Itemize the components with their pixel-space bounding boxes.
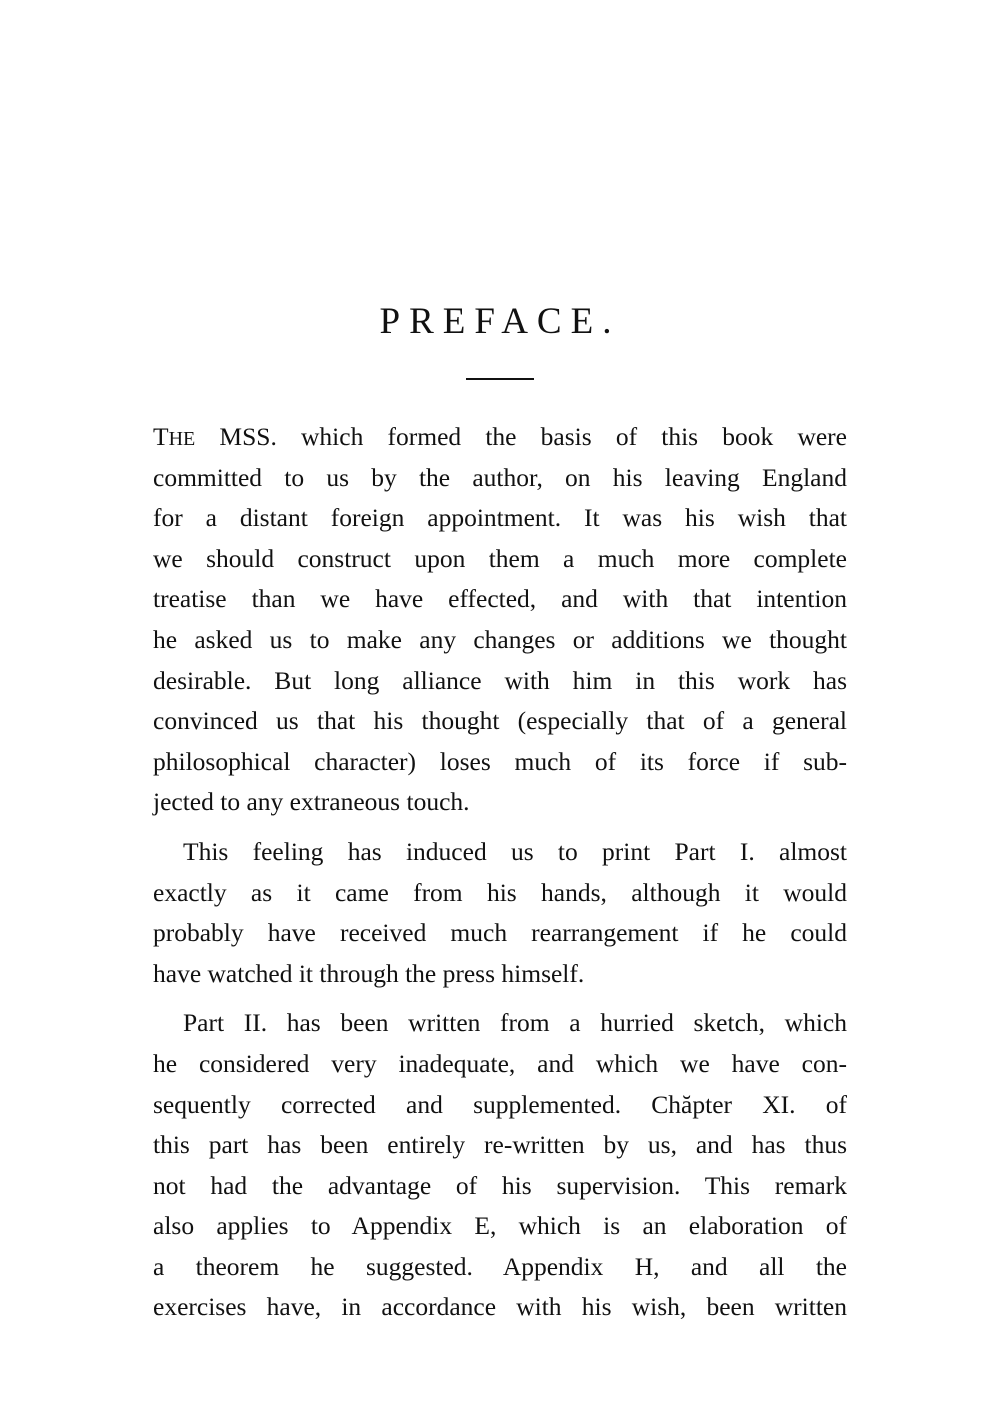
paragraph-3 — [153, 1003, 847, 1328]
paragraph-line: convinced us that his thought (especially that of a general — [153, 706, 847, 736]
paragraph-line: Part II. has been written from a hurried sketch, which — [183, 1008, 847, 1038]
paragraph-line: exercises have, in accordance with his wish, been written — [153, 1292, 847, 1322]
title-rule — [466, 378, 534, 380]
paragraph-line: jected to any extraneous touch. — [153, 787, 470, 817]
paragraph-line: desirable. But long alliance with him in this work has — [153, 665, 847, 695]
paragraph-line: probably have received much rearrangement if he could — [153, 918, 847, 948]
preface-body — [153, 417, 847, 1328]
paragraph-line: sequently corrected and supplemented. Chăpter XI. of — [153, 1089, 847, 1119]
paragraph-line: treatise than we have effected, and with that intention — [153, 584, 847, 614]
paragraph-line: THE MSS. which formed the basis of this book were — [153, 422, 847, 451]
paragraph-line: committed to us by the author, on his leaving England — [153, 462, 847, 492]
paragraph-line: he considered very inadequate, and which we have con- — [153, 1048, 847, 1078]
paragraph-gap — [153, 823, 847, 832]
page-title: PREFACE. — [379, 301, 621, 342]
paragraph-line: we should construct upon them a much more complete — [153, 543, 847, 573]
paragraph-line: he asked us to make any changes or additions we thought — [153, 624, 847, 654]
paragraph-line: not had the advantage of his supervision. This remark — [153, 1170, 847, 1200]
paragraph-2 — [153, 832, 847, 994]
paragraph-line: exactly as it came from his hands, although it would — [153, 877, 847, 907]
paragraph-line: this part has been entirely re-written by us, and has thus — [153, 1130, 847, 1160]
paragraph-line: also applies to Appendix E, which is an elaboration of — [153, 1211, 847, 1241]
paragraph-gap — [153, 994, 847, 1003]
paragraph-line: a theorem he suggested. Appendix H, and all the — [153, 1251, 847, 1281]
paragraph-line: for a distant foreign appointment. It was his wish that — [153, 503, 847, 533]
lead-first-letter: T — [153, 422, 169, 451]
paragraph-line: have watched it through the press himself. — [153, 958, 585, 988]
paragraph-line: philosophical character) loses much of its force if sub- — [153, 746, 847, 776]
paragraph-line: This feeling has induced us to print Part I. almost — [183, 836, 847, 866]
paragraph-1 — [153, 417, 847, 823]
lead-small-caps: HE — [168, 428, 196, 450]
